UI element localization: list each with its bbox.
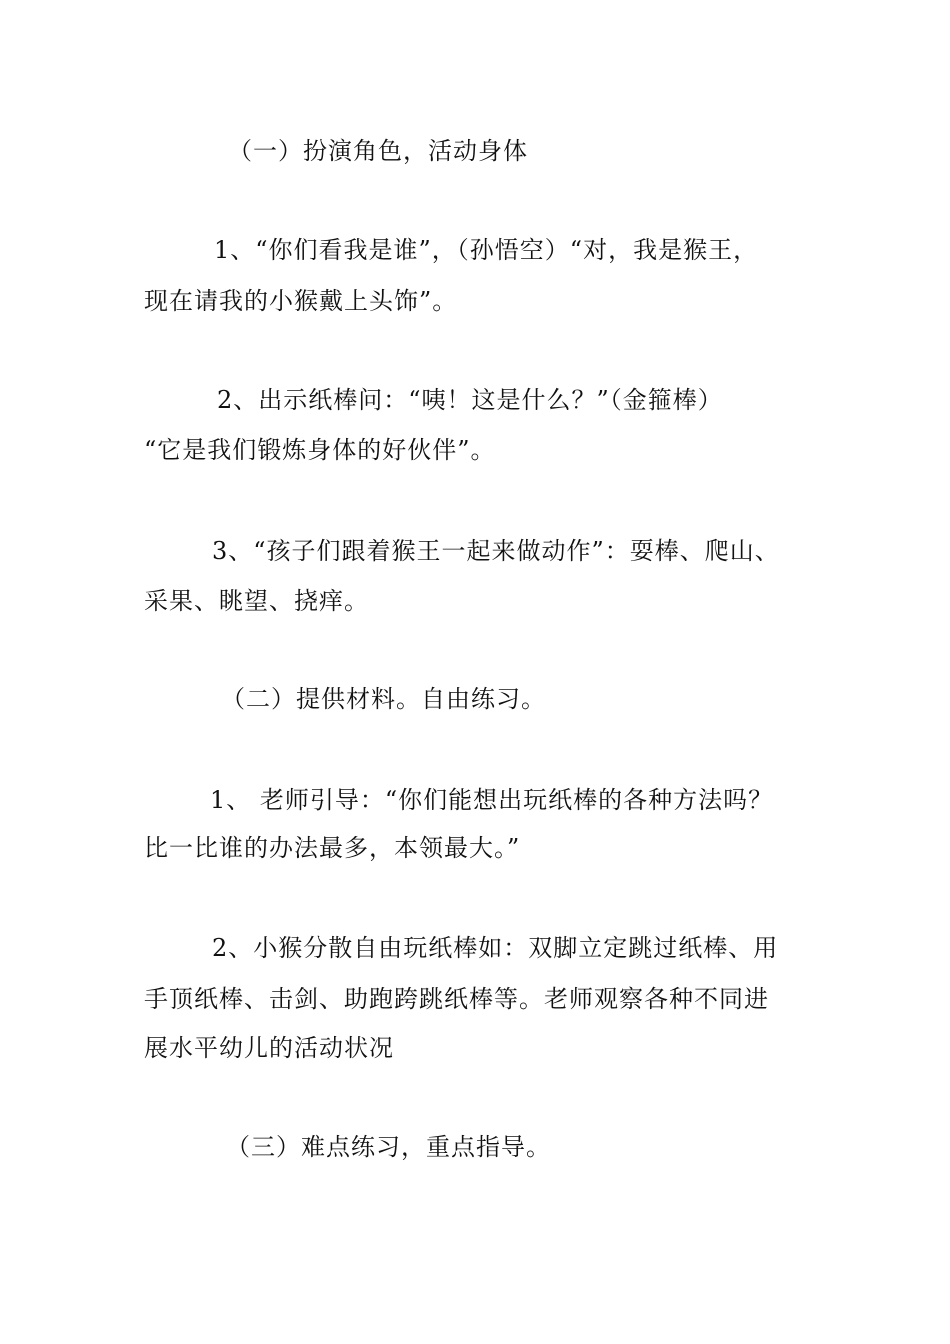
section-heading-2: （二）提供材料。自由练习。 (221, 685, 546, 713)
paragraph-line: 现在请我的小猴戴上头饰”。 (144, 287, 458, 315)
paragraph-line: 比一比谁的办法最多，本领最大。” (144, 834, 521, 862)
section-heading-3: （三）难点练习，重点指导。 (226, 1133, 551, 1161)
paragraph-line: 2、出示纸棒问：“咦！这是什么？”（金箍棒） (217, 386, 723, 414)
section-heading-1: （一）扮演角色，活动身体 (228, 137, 528, 165)
paragraph-line: 3、“孩子们跟着猴王一起来做动作”：耍棒、爬山、 (212, 537, 780, 565)
paragraph-line: 展水平幼儿的活动状况 (144, 1034, 394, 1062)
paragraph-line: “它是我们锻炼身体的好伙伴”。 (144, 436, 496, 464)
paragraph-line: 采果、眺望、挠痒。 (144, 587, 369, 615)
paragraph-line: 2、小猴分散自由玩纸棒如：双脚立定跳过纸棒、用 (212, 934, 779, 962)
paragraph-line: 1、“你们看我是谁”，（孙悟空）“对，我是猴王， (214, 236, 759, 264)
paragraph-line: 1、 老师引导：“你们能想出玩纸棒的各种方法吗？ (210, 786, 774, 814)
paragraph-line: 手顶纸棒、击剑、助跑跨跳纸棒等。老师观察各种不同进 (144, 985, 769, 1013)
